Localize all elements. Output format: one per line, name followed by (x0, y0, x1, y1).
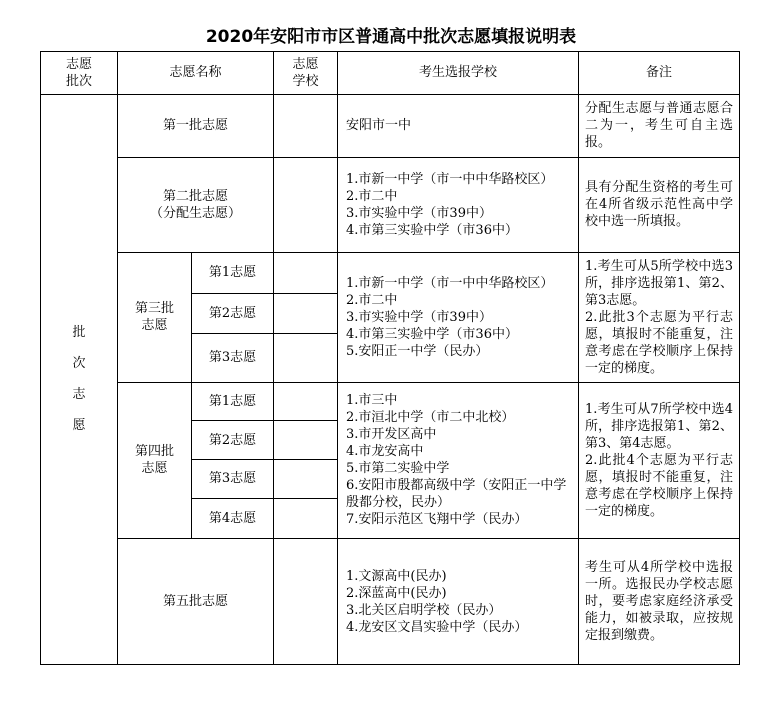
batch2-note: 具有分配生资格的考生可在4所省级示范性高中学校中选一所填报。 (579, 157, 740, 252)
batch1-note: 分配生志愿与普通志愿合二为一，考生可自主选报。 (579, 94, 740, 157)
batch4-school-field-4[interactable] (274, 498, 338, 539)
batch3-choice-3: 第3志愿 (192, 334, 274, 383)
batch4-choice-1: 第1志愿 (192, 382, 274, 421)
batch4-note: 1.考生可从7所学校中选4所，排序选报第1、第2、第3、第4志愿。 2.此批4个志愿为平行志愿，填报时不能重复，注意考虑在学校顺序上保持一定的梯度。 (579, 382, 740, 538)
batch5-name: 第五批志愿 (118, 539, 274, 665)
batch3-note: 1.考生可从5所学校中选3所，排序选报第1、第2、第3志愿。 2.此批3个志愿为平行志愿，填报时不能重复，注意考虑在学校顺序上保持一定的梯度。 (579, 252, 740, 382)
batch-label: 批 次 志 愿 (41, 94, 118, 664)
batch4-choice-2: 第2志愿 (192, 421, 274, 460)
batch2-row (41, 157, 740, 252)
volunteer-table (40, 51, 740, 665)
batch1-schools: 安阳市一中 (338, 94, 579, 157)
batch3-choice-2: 第2志愿 (192, 293, 274, 334)
batch1-name: 第一批志愿 (118, 94, 274, 157)
batch3-row-1 (41, 252, 740, 293)
batch4-choice-3: 第3志愿 (192, 459, 274, 498)
header-notes: 备注 (579, 52, 740, 95)
batch4-name: 第四批 志愿 (118, 382, 192, 538)
batch3-schools: 1.市新一中学（市一中中华路校区） 2.市二中 3.市实验中学（市39中） 4.市第三实验中学（市36中） 5.安阳正一中学（民办） (338, 252, 579, 382)
batch5-row (41, 539, 740, 665)
header-row (41, 52, 740, 95)
batch3-name: 第三批 志愿 (118, 252, 192, 382)
batch4-school-field-2[interactable] (274, 421, 338, 460)
header-name: 志愿名称 (118, 52, 274, 95)
header-batch: 志愿 批次 (41, 52, 118, 95)
batch2-name: 第二批志愿 （分配生志愿） (118, 157, 274, 252)
page-title: 2020年安阳市市区普通高中批次志愿填报说明表 (205, 27, 577, 47)
batch4-schools: 1.市三中 2.市洹北中学（市二中北校） 3.市开发区高中 4.市龙安高中 5.市第二实验中学 6.安阳市殷都高级中学（安阳正一中学殷都分校，民办） 7.安阳示范区飞翔中学（民办） (338, 382, 579, 538)
batch5-note: 考生可从4所学校中选报一所。选报民办学校志愿时，要考虑家庭经济承受能力，如被录取，应按规定报到缴费。 (579, 539, 740, 665)
batch4-row-1 (41, 382, 740, 421)
batch4-choice-4: 第4志愿 (192, 498, 274, 539)
header-school: 志愿 学校 (274, 52, 338, 95)
batch1-row (41, 94, 740, 157)
batch4-school-field-1[interactable] (274, 382, 338, 421)
batch3-school-field-2[interactable] (274, 293, 338, 334)
batch3-school-field-1[interactable] (274, 252, 338, 293)
batch2-schools: 1.市新一中学（市一中中华路校区） 2.市二中 3.市实验中学（市39中） 4.市第三实验中学（市36中） (338, 157, 579, 252)
batch3-choice-1: 第1志愿 (192, 252, 274, 293)
batch1-school-field[interactable] (274, 94, 338, 157)
batch5-schools: 1.文源高中(民办) 2.深蓝高中(民办) 3.北关区启明学校（民办） 4.龙安区文昌实验中学（民办） (338, 539, 579, 665)
header-choices: 考生选报学校 (338, 52, 579, 95)
batch3-school-field-3[interactable] (274, 334, 338, 383)
batch2-school-field[interactable] (274, 157, 338, 252)
batch4-school-field-3[interactable] (274, 459, 338, 498)
batch5-school-field[interactable] (274, 539, 338, 665)
